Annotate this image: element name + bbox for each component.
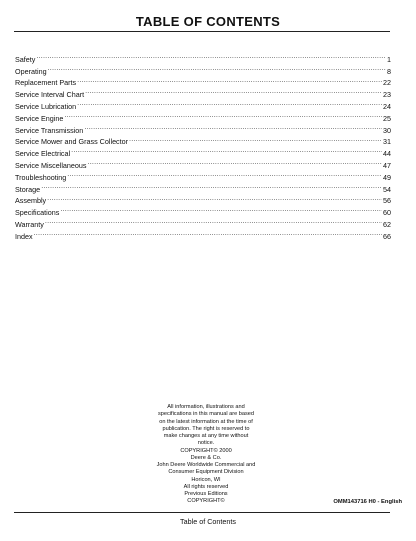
toc-entry-label: Storage (15, 184, 41, 194)
toc-entry-page: 62 (383, 219, 391, 229)
copyright-line: COPYRIGHT© 2000 (180, 447, 232, 454)
toc-entry-replacement-parts[interactable] (15, 74, 391, 86)
toc-entry-label: Service Transmission (15, 125, 84, 135)
dot-leader (71, 144, 382, 156)
toc-entry-page: 44 (383, 149, 391, 159)
dot-leader (36, 50, 386, 62)
toc-entry-service-electrical[interactable] (15, 144, 391, 159)
toc-entry-storage[interactable] (15, 180, 391, 192)
dot-leader (45, 215, 382, 227)
toc-entry-index[interactable] (15, 227, 391, 239)
copyright-line: All information, illustrations and (167, 404, 245, 410)
copyright-line: publication. The right is reserved to (162, 425, 250, 432)
copyright-line: notice. (197, 440, 215, 447)
toc-entry-specifications[interactable] (15, 203, 391, 218)
toc-entry-page: 56 (383, 196, 391, 206)
toc-entry-page: 8 (387, 66, 391, 76)
toc-entry-label: Troubleshooting (15, 172, 67, 182)
toc-entry-page: 1 (387, 54, 391, 64)
toc-entry-label: Assembly (15, 196, 47, 206)
dot-leader (64, 109, 382, 121)
toc-entry-page: 54 (383, 184, 391, 194)
dot-leader (88, 156, 382, 168)
toc-entry-label: Index (15, 231, 33, 241)
header-rule (14, 31, 390, 32)
toc-entry-page: 47 (383, 160, 391, 170)
footer-label: Table of Contents (180, 517, 236, 526)
dot-leader (129, 133, 382, 145)
copyright-line: specifications in this manual are based (157, 411, 255, 418)
dot-leader (47, 192, 382, 204)
toc-entry-page: 22 (383, 78, 391, 88)
toc-entry-label: Replacement Parts (15, 78, 77, 88)
toc-entry-label: Warranty (15, 219, 44, 229)
toc-entry-label: Safety (15, 54, 36, 64)
toc-entry-page: 60 (383, 208, 391, 218)
copyright-line: on the latest information at the time of (159, 418, 253, 425)
copyright-line: Deere & Co. (190, 454, 222, 461)
footer-rule (14, 512, 390, 513)
toc-entry-label: Operating (15, 66, 47, 76)
dot-leader (77, 97, 382, 109)
toc-entry-page: 66 (383, 231, 391, 241)
toc-entry-service-miscellaneous[interactable] (15, 156, 391, 168)
dot-leader (85, 85, 382, 97)
toc-entry-page: 30 (383, 125, 391, 135)
toc-entry-page: 25 (383, 113, 391, 123)
document-id: OMM143716 H0 - English (333, 499, 402, 505)
toc-entry-label: Specifications (15, 208, 60, 218)
table-of-contents (15, 50, 391, 239)
toc-entry-service-engine[interactable] (15, 109, 391, 121)
toc-entry-label: Service Electrical (15, 149, 71, 159)
toc-entry-label: Service Engine (15, 113, 64, 123)
toc-entry-label: Service Miscellaneous (15, 160, 87, 170)
dot-leader (77, 74, 382, 86)
dot-leader (41, 180, 382, 192)
copyright-line: COPYRIGHT© (187, 498, 225, 505)
dot-leader (48, 62, 386, 74)
toc-entry-page: 24 (383, 101, 391, 111)
toc-entry-label: Service Mower and Grass Collector (15, 137, 129, 147)
dot-leader (67, 168, 382, 180)
copyright-line: make changes at any time without (163, 433, 249, 439)
dot-leader (34, 227, 382, 239)
dot-leader (84, 121, 382, 133)
toc-entry-troubleshooting[interactable] (15, 168, 391, 180)
dot-leader (60, 203, 382, 215)
toc-entry-warranty[interactable] (15, 215, 391, 227)
copyright-line: Consumer Equipment Division (168, 469, 244, 476)
copyright-line: John Deere Worldwide Commercial and (156, 462, 256, 468)
toc-entry-label: Service Lubrication (15, 101, 77, 111)
page-title: TABLE OF CONTENTS (135, 14, 281, 29)
copyright-line: All rights reserved (183, 483, 229, 490)
toc-entry-label: Service Interval Chart (15, 90, 85, 100)
toc-entry-service-transmission[interactable] (15, 121, 391, 133)
toc-entry-operating[interactable] (15, 62, 391, 74)
toc-entry-page: 49 (383, 172, 391, 182)
toc-entry-page: 23 (383, 90, 391, 100)
toc-entry-safety[interactable] (15, 50, 391, 62)
copyright-line: Horicon, WI (191, 476, 221, 483)
toc-entry-page: 31 (383, 137, 391, 147)
copyright-notice (120, 404, 292, 506)
toc-entry-assembly[interactable] (15, 192, 391, 204)
copyright-line: Previous Editions (184, 491, 228, 497)
